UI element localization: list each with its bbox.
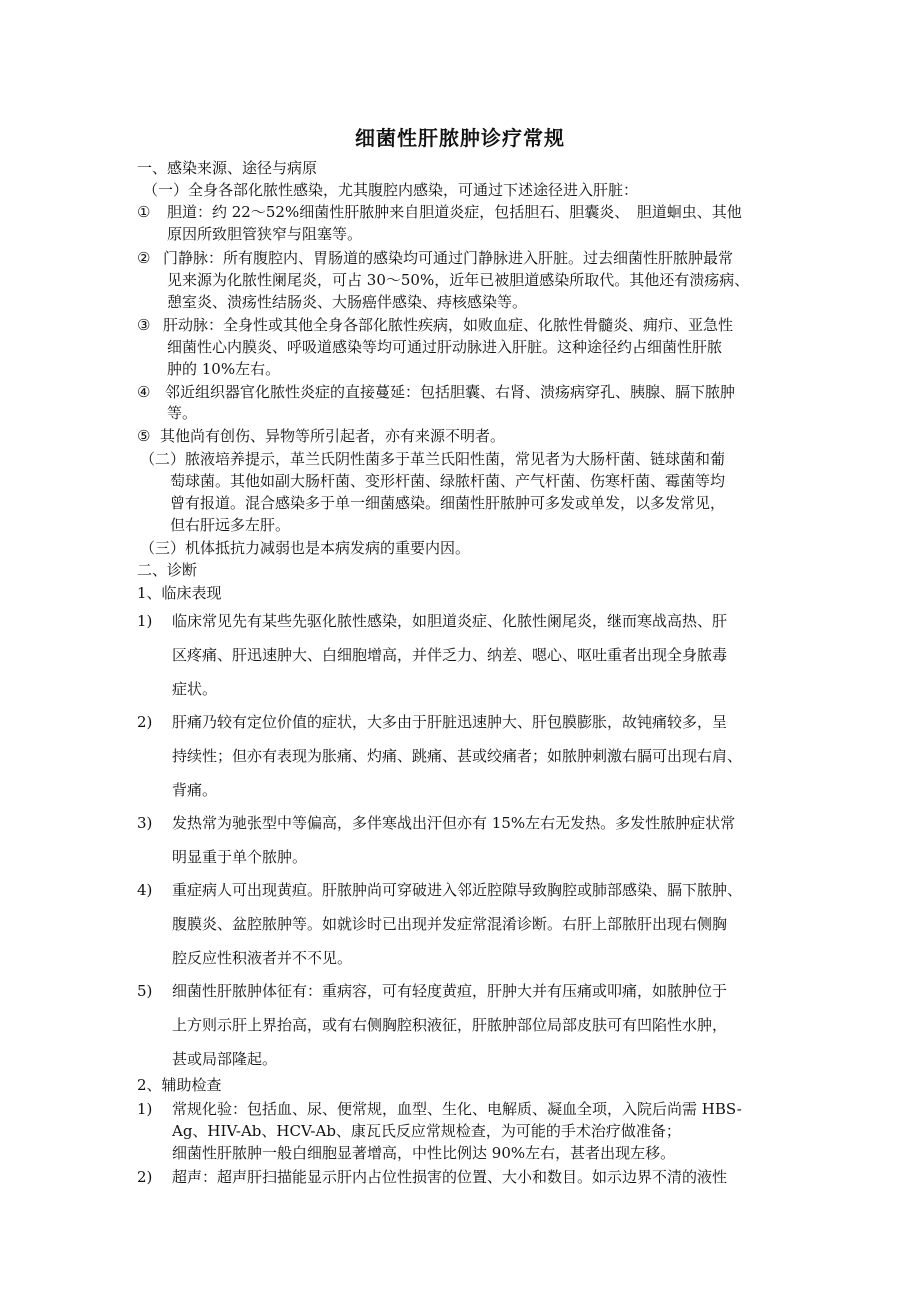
item-line: 症状。 [172, 680, 218, 698]
item-line: 憩室炎、溃疡性结肠炎、大肠癌伴感染、痔核感染等。 [167, 293, 528, 311]
item-line: 等。 [167, 404, 198, 422]
item-marker: 1) [137, 612, 153, 630]
item-marker: 2) [137, 1168, 153, 1186]
item-line: 常规化验：包括血、尿、便常规，血型、生化、电解质、凝血全项，入院后尚需 HBS- [172, 1100, 742, 1118]
item-line: 肝痛乃较有定位价值的症状，大多由于肝脏迅速肿大、肝包膜膨胀，故钝痛较多，呈 [172, 713, 728, 731]
item-marker: ② [137, 249, 151, 267]
item-marker: ⑤ [137, 427, 151, 445]
item-marker: ③ [137, 316, 151, 334]
item-line: 原因所致胆管狭窄与阻塞等。 [167, 225, 363, 243]
item-marker: ① [137, 203, 151, 221]
item-line: 见来源为化脓性阑尾炎，可占 30～50%，近年已被胆道感染所取代。其他还有溃疡病、 [167, 271, 750, 289]
item-line: 细菌性肝脓肿体征有：重病容，可有轻度黄疸，肝肿大并有压痛或叩痛，如脓肿位于 [172, 982, 728, 1000]
item-marker: 2) [137, 713, 153, 731]
paragraph: （二）脓液培养提示，革兰氏阴性菌多于革兰氏阳性菌，常见者为大肠杆菌、链球菌和葡 [140, 450, 726, 468]
paragraph: （三）机体抵抗力减弱也是本病发病的重要内因。 [140, 539, 471, 557]
item-line: 重症病人可出现黄疸。肝脓肿尚可穿破进入邻近腔隙导致胸腔或肺部感染、膈下脓肿、 [172, 881, 743, 899]
item-line: 明显重于单个脓肿。 [172, 848, 308, 866]
item-marker: ④ [137, 383, 151, 401]
item-line: 胆道：约 22～52%细菌性肝脓肿来自胆道炎症，包括胆石、胆囊炎、 胆道蛔虫、其他 [167, 203, 742, 221]
item-line: 超声：超声肝扫描能显示肝内占位性损害的位置、大小和数目。如示边界不清的液性 [172, 1168, 728, 1186]
subsection-heading: 2、辅助检查 [137, 1076, 222, 1094]
item-marker: 3) [137, 814, 153, 832]
item-line: 发热常为驰张型中等偏高，多伴寒战出汗但亦有 15%左右无发热。多发性脓肿症状常 [172, 814, 736, 832]
item-marker: 5) [137, 982, 153, 1000]
section-heading: 二、诊断 [137, 561, 198, 579]
item-line: 细菌性肝脓肿一般白细胞显著增高，中性比例达 90%左右，甚者出现左移。 [172, 1144, 676, 1162]
section-heading: 一、感染来源、途径与病原 [137, 159, 318, 177]
paragraph: 曾有报道。混合感染多于单一细菌感染。细菌性肝脓肿可多发或单发，以多发常见， [170, 494, 726, 512]
subsection-heading: 1、临床表现 [137, 584, 222, 602]
item-line: 背痛。 [172, 781, 218, 799]
item-marker: 1) [137, 1100, 153, 1118]
paragraph: 萄球菌。其他如副大肠杆菌、变形杆菌、绿脓杆菌、产气杆菌、伤寒杆菌、霉菌等均 [170, 472, 726, 490]
item-line: 区疼痛、肝迅速肿大、白细胞增高，并伴乏力、纳差、嗯心、呕吐重者出现全身脓毒 [172, 646, 728, 664]
item-line: 甚或局部隆起。 [172, 1050, 278, 1068]
item-marker: 4) [137, 881, 153, 899]
document-title: 细菌性肝脓肿诊疗常规 [355, 126, 565, 150]
item-line: 肿的 10%左右。 [167, 360, 281, 378]
item-line: 临床常见先有某些先驱化脓性感染，如胆道炎症、化脓性阑尾炎，继而寒战高热、肝 [172, 612, 728, 630]
item-line: 其他尚有创伤、异物等所引起者，亦有来源不明者。 [160, 427, 506, 445]
item-line: 腔反应性积液者并不不见。 [172, 949, 353, 967]
item-line: 邻近组织器官化脓性炎症的直接蔓延：包括胆囊、右肾、溃疡病穿孔、胰腺、膈下脓肿 [165, 383, 736, 401]
item-line: 上方则示肝上界抬高，或有右侧胸腔积液征，肝脓肿部位局部皮肤可有凹陷性水肿， [172, 1016, 728, 1034]
paragraph: 但右肝远多左肝。 [170, 516, 291, 534]
item-line: 持续性；但亦有表现为胀痛、灼痛、跳痛、甚或绞痛者；如脓肿刺激右膈可出现右肩、 [172, 747, 743, 765]
item-line: 门静脉：所有腹腔内、胃肠道的感染均可通过门静脉进入肝脏。过去细菌性肝脓肿最常 [163, 249, 734, 267]
item-line: Ag、HIV-Ab、HCV-Ab、康瓦氏反应常规检查，为可能的手术治疗做准备； [172, 1122, 681, 1140]
item-line: 腹膜炎、盆腔脓肿等。如就诊时已出现并发症常混淆诊断。右肝上部脓肝出现右侧胸 [172, 915, 728, 933]
paragraph: （一）全身各部化脓性感染，尤其腹腔内感染，可通过下述途径进入肝脏： [143, 181, 639, 199]
item-line: 肝动脉：全身性或其他全身各部化脓性疾病，如败血症、化脓性骨髓炎、痈疖、亚急性 [163, 316, 734, 334]
item-line: 细菌性心内膜炎、呼吸道感染等均可通过肝动脉进入肝脏。这种途径约占细菌性肝脓 [167, 338, 723, 356]
